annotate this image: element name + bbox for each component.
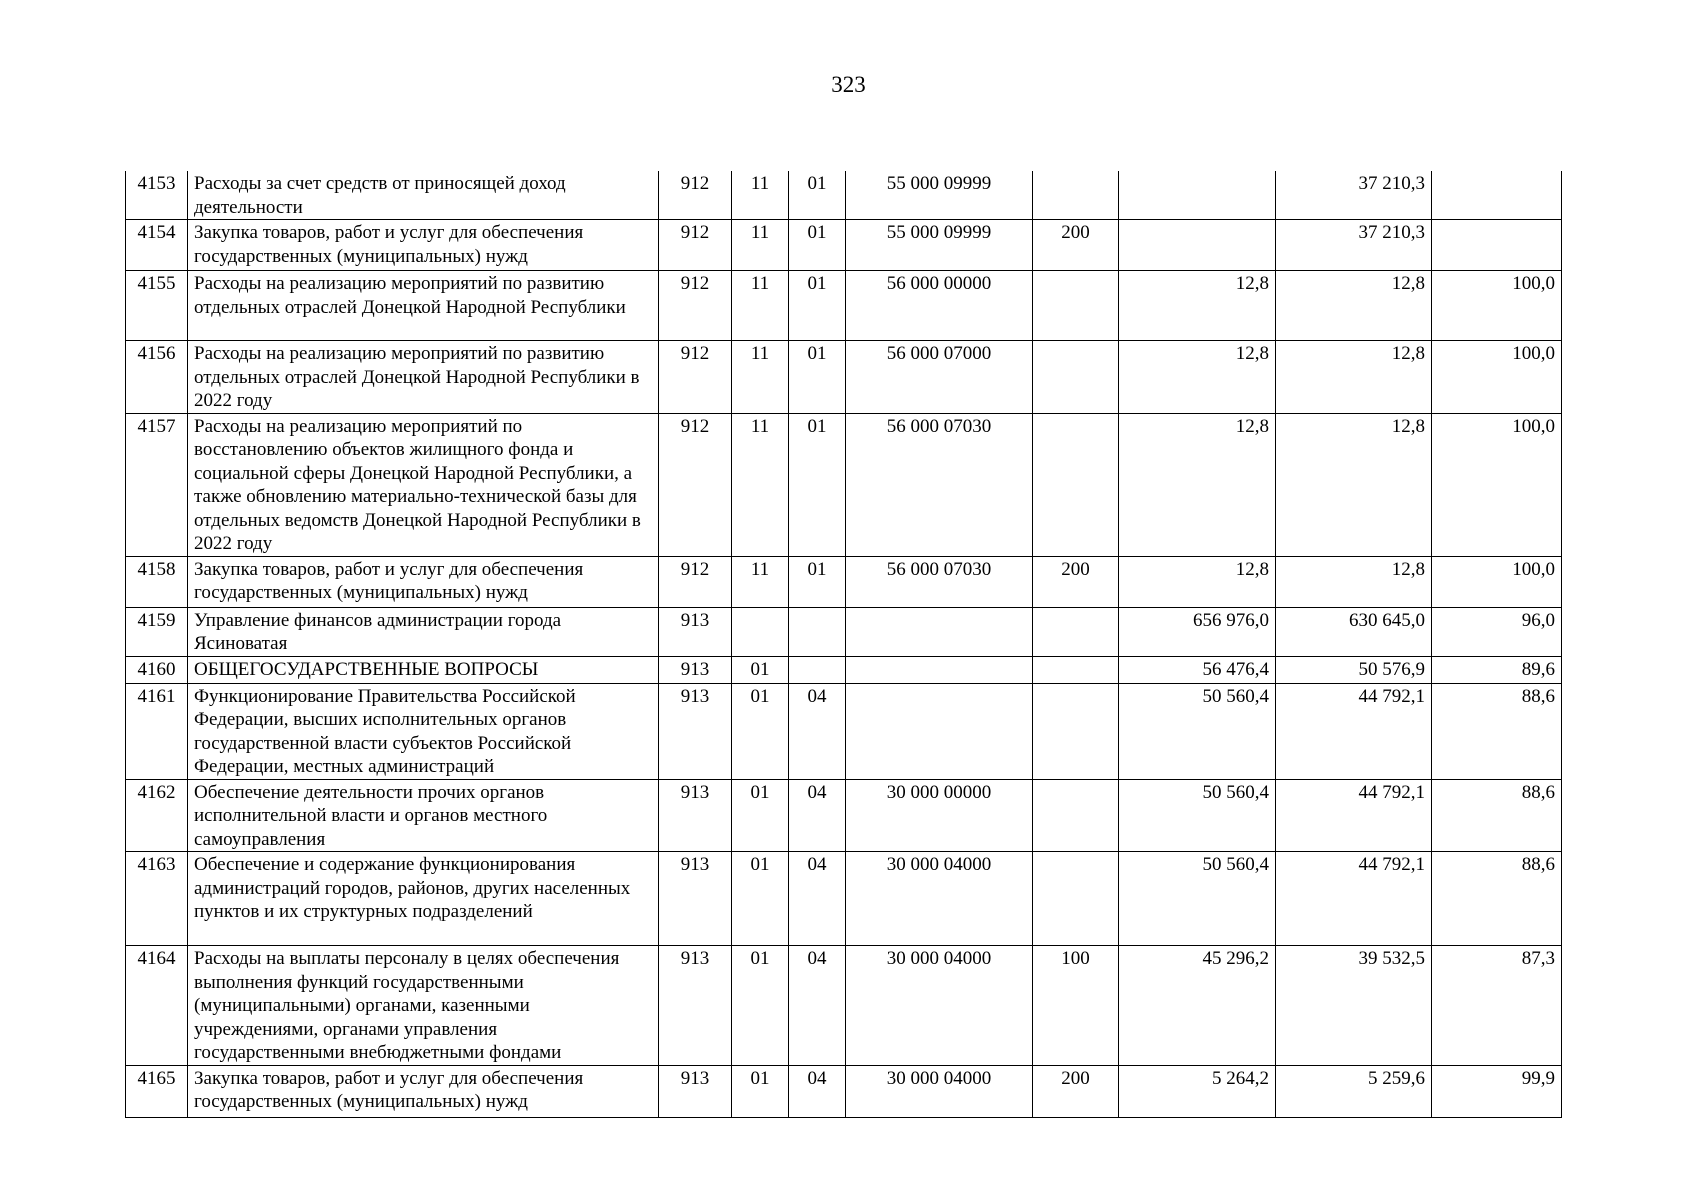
percent-cell: 88,6 [1432,779,1562,852]
table-row [126,779,1562,852]
row-name-cell: Расходы на выплаты персоналу в целях обеспечения выполнения функций государственными (муниципальными) органами, казенными учреждениями, органами управления государственными внебюджетными фондами [188,946,659,1066]
target-article-cell [846,607,1033,656]
ved-code-cell: 912 [659,413,732,556]
fact-amount-cell: 12,8 [1276,341,1432,414]
percent-cell: 100,0 [1432,271,1562,341]
row-name-cell: Закупка товаров, работ и услуг для обеспечения государственных (муниципальных) нужд [188,556,659,607]
plan-amount-cell: 12,8 [1119,271,1276,341]
row-number-cell: 4163 [126,852,188,946]
subsection-code-cell: 01 [789,171,846,220]
subsection-code-cell [789,607,846,656]
ved-code-cell: 912 [659,171,732,220]
fact-amount-cell: 39 532,5 [1276,946,1432,1066]
section-code-cell: 01 [732,656,789,683]
expense-type-cell: 200 [1033,556,1119,607]
expense-type-cell [1033,271,1119,341]
target-article-cell: 56 000 07000 [846,341,1033,414]
row-number-cell: 4159 [126,607,188,656]
subsection-code-cell: 01 [789,556,846,607]
row-number-cell: 4160 [126,656,188,683]
fact-amount-cell: 37 210,3 [1276,171,1432,220]
row-name-cell: ОБЩЕГОСУДАРСТВЕННЫЕ ВОПРОСЫ [188,656,659,683]
section-code-cell: 01 [732,1065,789,1117]
percent-cell: 87,3 [1432,946,1562,1066]
table-row [126,656,1562,683]
target-article-cell [846,656,1033,683]
row-name-cell: Функционирование Правительства Российской Федерации, высших исполнительных органов государственной власти субъектов Российской Федерации, местных администраций [188,683,659,779]
section-code-cell: 01 [732,852,789,946]
expense-type-cell [1033,341,1119,414]
ved-code-cell: 913 [659,946,732,1066]
percent-cell: 100,0 [1432,413,1562,556]
table-row [126,341,1562,414]
target-article-cell: 30 000 04000 [846,852,1033,946]
section-code-cell: 01 [732,683,789,779]
plan-amount-cell: 5 264,2 [1119,1065,1276,1117]
row-number-cell: 4156 [126,341,188,414]
section-code-cell: 11 [732,220,789,271]
ved-code-cell: 913 [659,607,732,656]
expense-type-cell: 100 [1033,946,1119,1066]
plan-amount-cell: 50 560,4 [1119,779,1276,852]
ved-code-cell: 913 [659,852,732,946]
fact-amount-cell: 5 259,6 [1276,1065,1432,1117]
target-article-cell [846,683,1033,779]
fact-amount-cell: 630 645,0 [1276,607,1432,656]
subsection-code-cell: 01 [789,220,846,271]
row-number-cell: 4154 [126,220,188,271]
subsection-code-cell: 01 [789,341,846,414]
plan-amount-cell: 56 476,4 [1119,656,1276,683]
subsection-code-cell: 01 [789,271,846,341]
plan-amount-cell: 12,8 [1119,556,1276,607]
row-number-cell: 4153 [126,171,188,220]
ved-code-cell: 912 [659,220,732,271]
ved-code-cell: 912 [659,271,732,341]
ved-code-cell: 913 [659,779,732,852]
row-name-cell: Обеспечение деятельности прочих органов исполнительной власти и органов местного самоуправления [188,779,659,852]
expense-type-cell [1033,852,1119,946]
expense-type-cell: 200 [1033,220,1119,271]
percent-cell: 96,0 [1432,607,1562,656]
page-number: 323 [831,72,866,97]
row-number-cell: 4162 [126,779,188,852]
row-name-cell: Закупка товаров, работ и услуг для обеспечения государственных (муниципальных) нужд [188,220,659,271]
row-number-cell: 4158 [126,556,188,607]
subsection-code-cell: 04 [789,1065,846,1117]
subsection-code-cell: 01 [789,413,846,556]
subsection-code-cell: 04 [789,779,846,852]
plan-amount-cell: 12,8 [1119,341,1276,414]
ved-code-cell: 913 [659,656,732,683]
row-number-cell: 4161 [126,683,188,779]
table-row [126,683,1562,779]
section-code-cell: 11 [732,413,789,556]
fact-amount-cell: 12,8 [1276,413,1432,556]
expense-type-cell [1033,171,1119,220]
row-name-cell: Расходы за счет средств от приносящей доход деятельности [188,171,659,220]
percent-cell: 88,6 [1432,683,1562,779]
table-row [126,171,1562,220]
row-name-cell: Расходы на реализацию мероприятий по восстановлению объектов жилищного фонда и социальной сферы Донецкой Народной Республики, а также обновлению материально-технической базы для отдельных ведомств Донецкой Народной Республики в 2022 году [188,413,659,556]
ved-code-cell: 913 [659,683,732,779]
subsection-code-cell: 04 [789,852,846,946]
subsection-code-cell: 04 [789,946,846,1066]
fact-amount-cell: 50 576,9 [1276,656,1432,683]
percent-cell: 88,6 [1432,852,1562,946]
table-row [126,271,1562,341]
fact-amount-cell: 12,8 [1276,271,1432,341]
section-code-cell: 11 [732,171,789,220]
target-article-cell: 30 000 00000 [846,779,1033,852]
expense-type-cell: 200 [1033,1065,1119,1117]
row-number-cell: 4165 [126,1065,188,1117]
fact-amount-cell: 44 792,1 [1276,683,1432,779]
plan-amount-cell: 12,8 [1119,413,1276,556]
ved-code-cell: 912 [659,341,732,414]
expense-type-cell [1033,656,1119,683]
subsection-code-cell: 04 [789,683,846,779]
percent-cell: 99,9 [1432,1065,1562,1117]
section-code-cell: 11 [732,271,789,341]
section-code-cell [732,607,789,656]
percent-cell [1432,171,1562,220]
expense-type-cell [1033,607,1119,656]
row-number-cell: 4157 [126,413,188,556]
ved-code-cell: 912 [659,556,732,607]
plan-amount-cell: 45 296,2 [1119,946,1276,1066]
ved-code-cell: 913 [659,1065,732,1117]
plan-amount-cell: 50 560,4 [1119,683,1276,779]
expense-type-cell [1033,779,1119,852]
expense-type-cell [1033,413,1119,556]
target-article-cell: 30 000 04000 [846,946,1033,1066]
target-article-cell: 56 000 07030 [846,556,1033,607]
table-row [126,220,1562,271]
plan-amount-cell: 50 560,4 [1119,852,1276,946]
percent-cell: 100,0 [1432,556,1562,607]
row-number-cell: 4155 [126,271,188,341]
table-row [126,556,1562,607]
fact-amount-cell: 44 792,1 [1276,852,1432,946]
table-row [126,946,1562,1066]
target-article-cell: 55 000 09999 [846,220,1033,271]
row-name-cell: Обеспечение и содержание функционирования администраций городов, районов, других населенных пунктов и их структурных подразделений [188,852,659,946]
subsection-code-cell [789,656,846,683]
table-row [126,1065,1562,1117]
section-code-cell: 11 [732,341,789,414]
section-code-cell: 01 [732,946,789,1066]
expense-type-cell [1033,683,1119,779]
percent-cell: 89,6 [1432,656,1562,683]
fact-amount-cell: 12,8 [1276,556,1432,607]
plan-amount-cell [1119,171,1276,220]
percent-cell: 100,0 [1432,341,1562,414]
table-row [126,413,1562,556]
table-body [126,171,1562,1117]
row-name-cell: Закупка товаров, работ и услуг для обеспечения государственных (муниципальных) нужд [188,1065,659,1117]
fact-amount-cell: 44 792,1 [1276,779,1432,852]
section-code-cell: 11 [732,556,789,607]
fact-amount-cell: 37 210,3 [1276,220,1432,271]
target-article-cell: 30 000 04000 [846,1065,1033,1117]
row-number-cell: 4164 [126,946,188,1066]
plan-amount-cell [1119,220,1276,271]
row-name-cell: Расходы на реализацию мероприятий по развитию отдельных отраслей Донецкой Народной Республики в 2022 году [188,341,659,414]
percent-cell [1432,220,1562,271]
target-article-cell: 55 000 09999 [846,171,1033,220]
target-article-cell: 56 000 07030 [846,413,1033,556]
row-name-cell: Управление финансов администрации города Ясиноватая [188,607,659,656]
plan-amount-cell: 656 976,0 [1119,607,1276,656]
budget-table [125,171,1562,1118]
row-name-cell: Расходы на реализацию мероприятий по развитию отдельных отраслей Донецкой Народной Республики [188,271,659,341]
table-row [126,852,1562,946]
table-row [126,607,1562,656]
section-code-cell: 01 [732,779,789,852]
target-article-cell: 56 000 00000 [846,271,1033,341]
